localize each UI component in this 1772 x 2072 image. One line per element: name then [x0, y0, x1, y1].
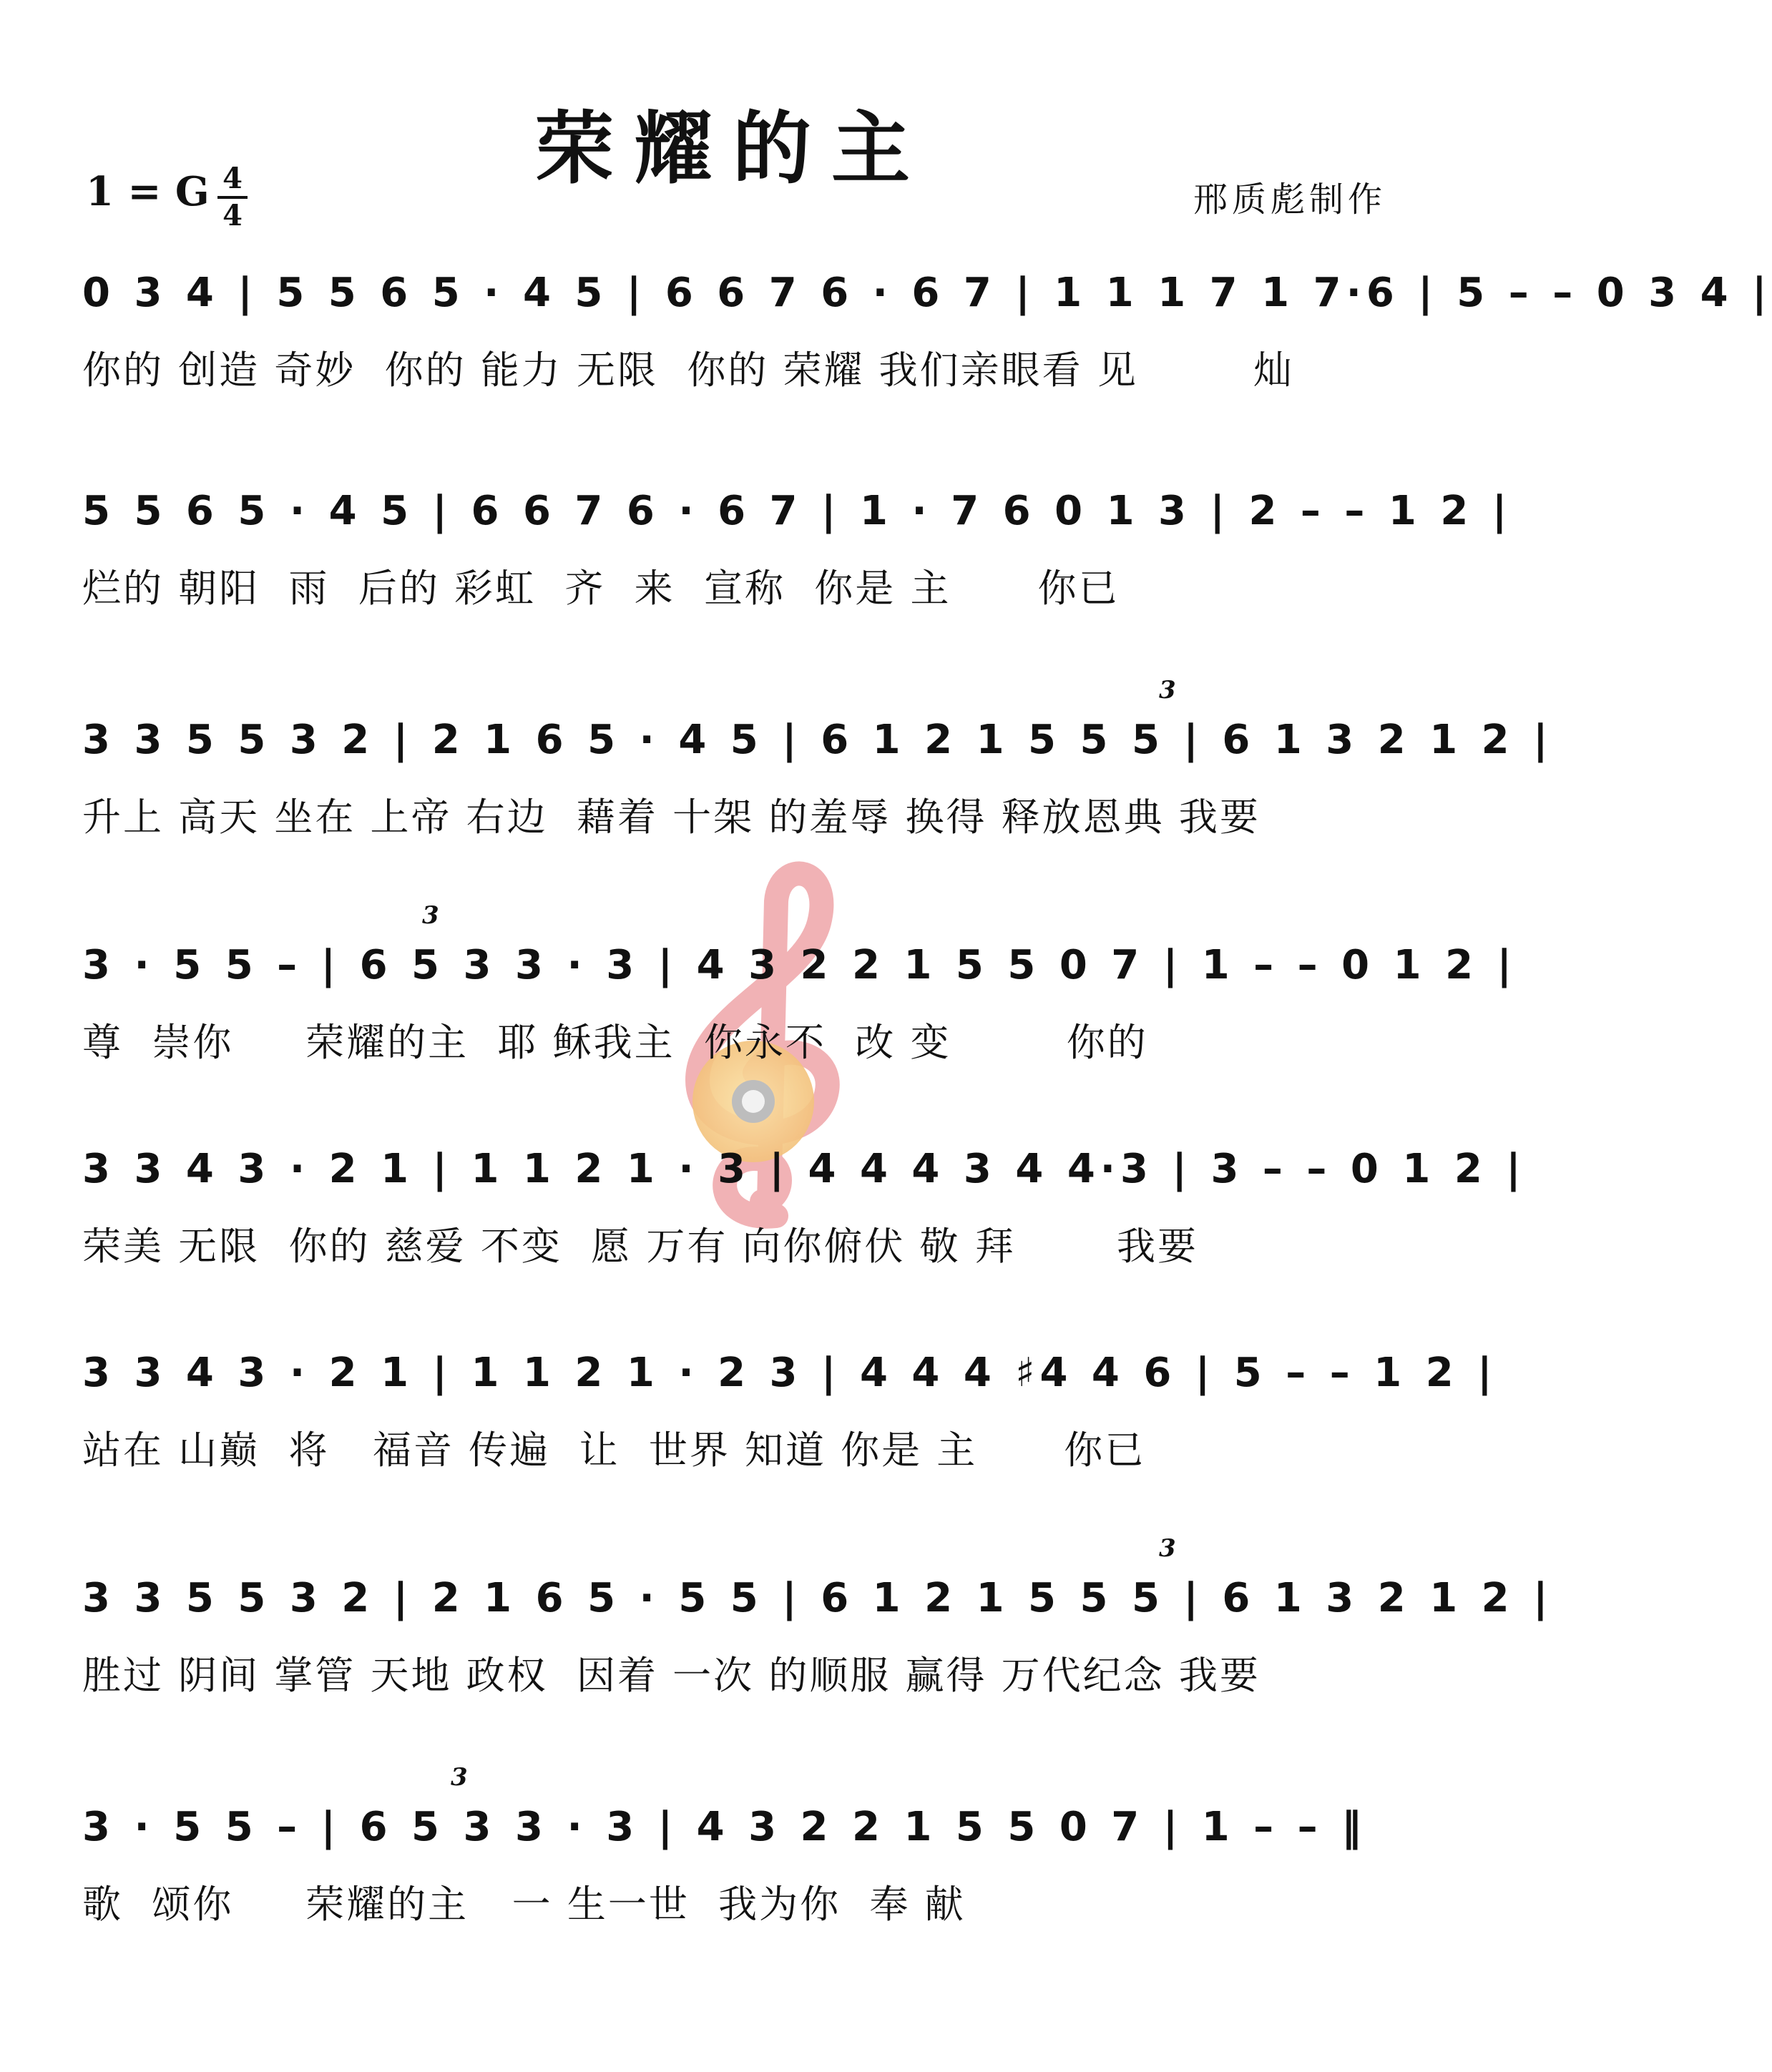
- triplet-marker: 3: [422, 901, 439, 930]
- notation-line: 3 · 5 5 – | 6 5 3 3 · 3 | 4 3 2 2 1 5 5 0 7 | 1 – – ‖: [82, 1804, 1367, 1850]
- time-signature: [215, 163, 250, 232]
- notation-line: 5 5 6 5 · 4 5 | 6 6 7 6 · 6 7 | 1 · 7 6 0 1 3 | 2 – – 1 2 |: [82, 488, 1512, 534]
- meter-bottom: 4: [222, 199, 243, 232]
- lyrics-line: 尊 崇你 荣耀的主 耶 稣我主 你永不 改 变 你的: [82, 1020, 1148, 1065]
- triplet-marker: 3: [451, 1763, 468, 1792]
- notation-line: 3 · 5 5 – | 6 5 3 3 · 3 | 4 3 2 2 1 5 5 0 7 | 1 – – 0 1 2 |: [82, 942, 1517, 988]
- author-credit: 邢质彪制作: [1193, 180, 1386, 220]
- key-signature: 1 = G: [86, 168, 210, 215]
- notation-line: 3 3 5 5 3 2 | 2 1 6 5 · 5 5 | 6 1 2 1 5 5 5 | 6 1 3 2 1 2 |: [82, 1575, 1553, 1621]
- triplet-marker: 3: [1159, 1534, 1176, 1563]
- notation-line: 0 3 4 | 5 5 6 5 · 4 5 | 6 6 7 6 · 6 7 | 1 1 1 7 1 7·6 | 5 – – 0 3 4 |: [82, 270, 1772, 316]
- song-title: 荣耀的主: [535, 103, 930, 195]
- lyrics-line: 站在 山巅 将 福音 传遍 让 世界 知道 你是 主 你已: [82, 1428, 1146, 1473]
- triplet-marker: 3: [1159, 676, 1176, 704]
- lyrics-line: 胜过 阴间 掌管 天地 政权 因着 一次 的顺服 赢得 万代纪念 我要: [82, 1653, 1261, 1698]
- lyrics-line: 升上 高天 坐在 上帝 右边 藉着 十架 的羞辱 换得 释放恩典 我要: [82, 795, 1261, 840]
- notation-line: 3 3 4 3 · 2 1 | 1 1 2 1 · 2 3 | 4 4 4 ♯4 4 6 | 5 – – 1 2 |: [82, 1350, 1497, 1396]
- notation-line: 3 3 4 3 · 2 1 | 1 1 2 1 · 3 | 4 4 4 3 4 4·3 | 3 – – 0 1 2 |: [82, 1146, 1526, 1192]
- meter-top: 4: [222, 162, 243, 195]
- lyrics-line: 你的 创造 奇妙 你的 能力 无限 你的 荣耀 我们亲眼看 见 灿: [82, 348, 1295, 393]
- lyrics-line: 荣美 无限 你的 慈爱 不变 愿 万有 向你俯伏 敬 拜 我要: [82, 1224, 1198, 1269]
- lyrics-line: 烂的 朝阳 雨 后的 彩虹 齐 来 宣称 你是 主 你已: [82, 566, 1120, 611]
- lyrics-line: 歌 颂你 荣耀的主 一 生一世 我为你 奉 献: [82, 1882, 966, 1927]
- notation-line: 3 3 5 5 3 2 | 2 1 6 5 · 4 5 | 6 1 2 1 5 5 5 | 6 1 3 2 1 2 |: [82, 717, 1553, 763]
